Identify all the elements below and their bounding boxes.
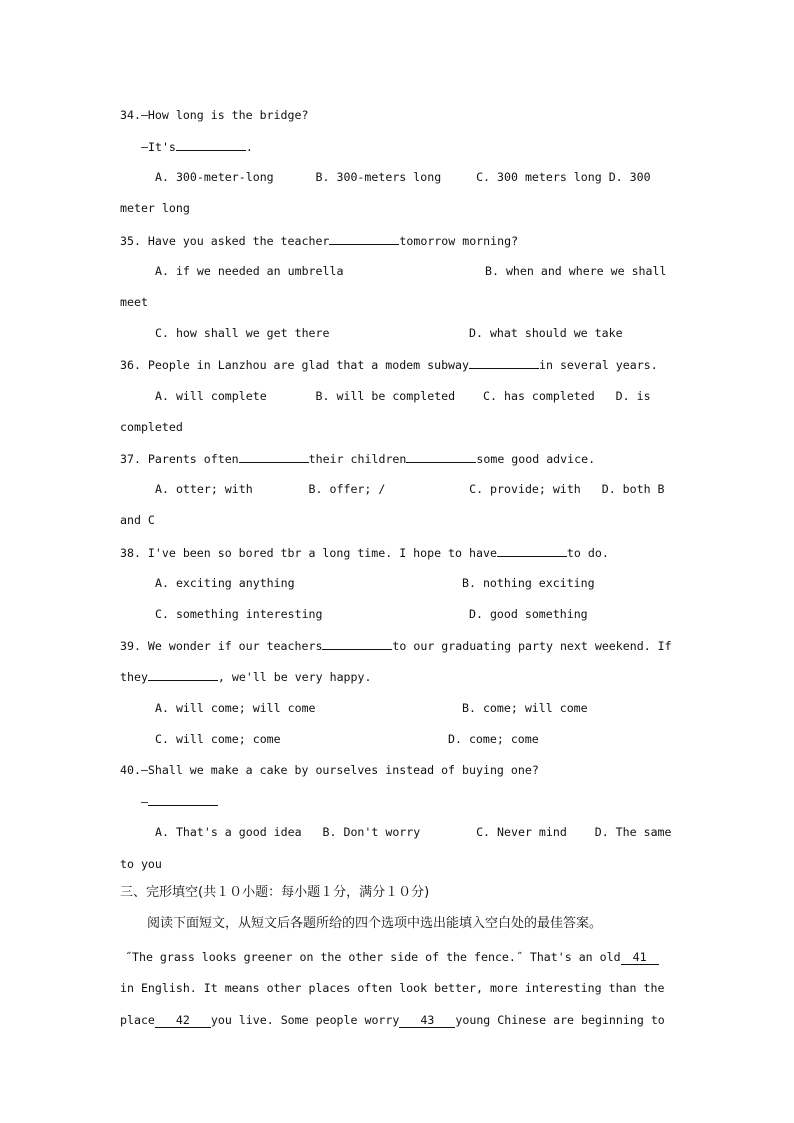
question-34-options-cont: meter long xyxy=(120,201,190,215)
answer-blank xyxy=(322,637,392,650)
answer-blank xyxy=(329,232,399,245)
answer-blank xyxy=(176,138,246,151)
question-40-options-cont: to you xyxy=(120,857,162,871)
gap-42: 42 xyxy=(155,1014,211,1028)
answer-blank xyxy=(239,450,309,463)
question-39-stem: 39. We wonder if our teachers to our graduating party next weekend. If xyxy=(120,639,672,653)
question-35-option-a: A. if we needed an umbrella xyxy=(155,264,344,278)
answer-blank xyxy=(469,356,539,369)
question-35-option-b: B. when and where we shall xyxy=(485,264,667,278)
question-34-answer: —It's . xyxy=(141,140,253,154)
answer-blank xyxy=(148,793,218,806)
question-39-option-c: C. will come; come xyxy=(155,732,281,746)
question-36-stem: 36. People in Lanzhou are glad that a modem subway in several years. xyxy=(120,358,658,372)
question-38-option-c: C. something interesting xyxy=(155,607,323,621)
question-40-options: A. That's a good idea B. Don't worry C. Never mind D. The same xyxy=(155,825,672,839)
passage-line-1: ˝The grass looks greener on the other side of the fence.˝ That's an old 41 xyxy=(125,949,675,965)
question-38-option-b: B. nothing exciting xyxy=(462,576,595,590)
passage-line-3: place 42 you live. Some people worry 43 young Chinese are beginning to xyxy=(120,1013,665,1027)
question-38-stem: 38. I've been so bored tbr a long time. I hope to have to do. xyxy=(120,546,609,560)
gap-43: 43 xyxy=(399,1014,455,1028)
question-36-options-cont: completed xyxy=(120,420,183,434)
question-35-option-c: C. how shall we get there xyxy=(155,326,330,340)
question-34-options: A. 300-meter-long B. 300-meters long C. 300 meters long D. 300 xyxy=(155,170,651,184)
question-35-option-b-cont: meet xyxy=(120,295,148,309)
question-38-option-a: A. exciting anything xyxy=(155,576,295,590)
question-34-stem: 34.—How long is the bridge? xyxy=(120,108,309,122)
question-37-options-cont: and C xyxy=(120,513,155,527)
question-35-option-d: D. what should we take xyxy=(469,326,623,340)
question-36-options: A. will complete B. will be completed C. has completed D. is xyxy=(155,389,651,403)
question-39-option-a: A. will come; will come xyxy=(155,701,316,715)
answer-blank xyxy=(497,544,567,557)
question-39-option-d: D. come; come xyxy=(448,732,539,746)
question-39-option-b: B. come; will come xyxy=(462,701,588,715)
section-instruction: 阅读下面短文，从短文后各题所给的四个选项中选出能填入空白处的最佳答案。 xyxy=(147,916,603,931)
answer-blank xyxy=(148,668,218,681)
question-40-stem: 40.—Shall we make a cake by ourselves instead of buying one? xyxy=(120,763,539,777)
question-37-stem: 37. Parents often their children some good advice. xyxy=(120,452,596,466)
question-35-stem: 35. Have you asked the teacher tomorrow morning? xyxy=(120,234,519,248)
section-heading: 三、完形填空(共１０小题：每小题１分，满分１０分) xyxy=(120,885,430,900)
question-39-stem-cont: they , we'll be very happy. xyxy=(120,670,372,684)
gap-41: 41 xyxy=(621,951,659,965)
passage-line-2: in English. It means other places often look better, more interesting than the xyxy=(120,981,665,995)
question-38-option-d: D. good something xyxy=(469,607,588,621)
answer-blank xyxy=(406,450,476,463)
question-37-options: A. otter; with B. offer; / C. provide; with D. both B xyxy=(155,482,665,496)
question-40-answer: — xyxy=(141,793,696,810)
